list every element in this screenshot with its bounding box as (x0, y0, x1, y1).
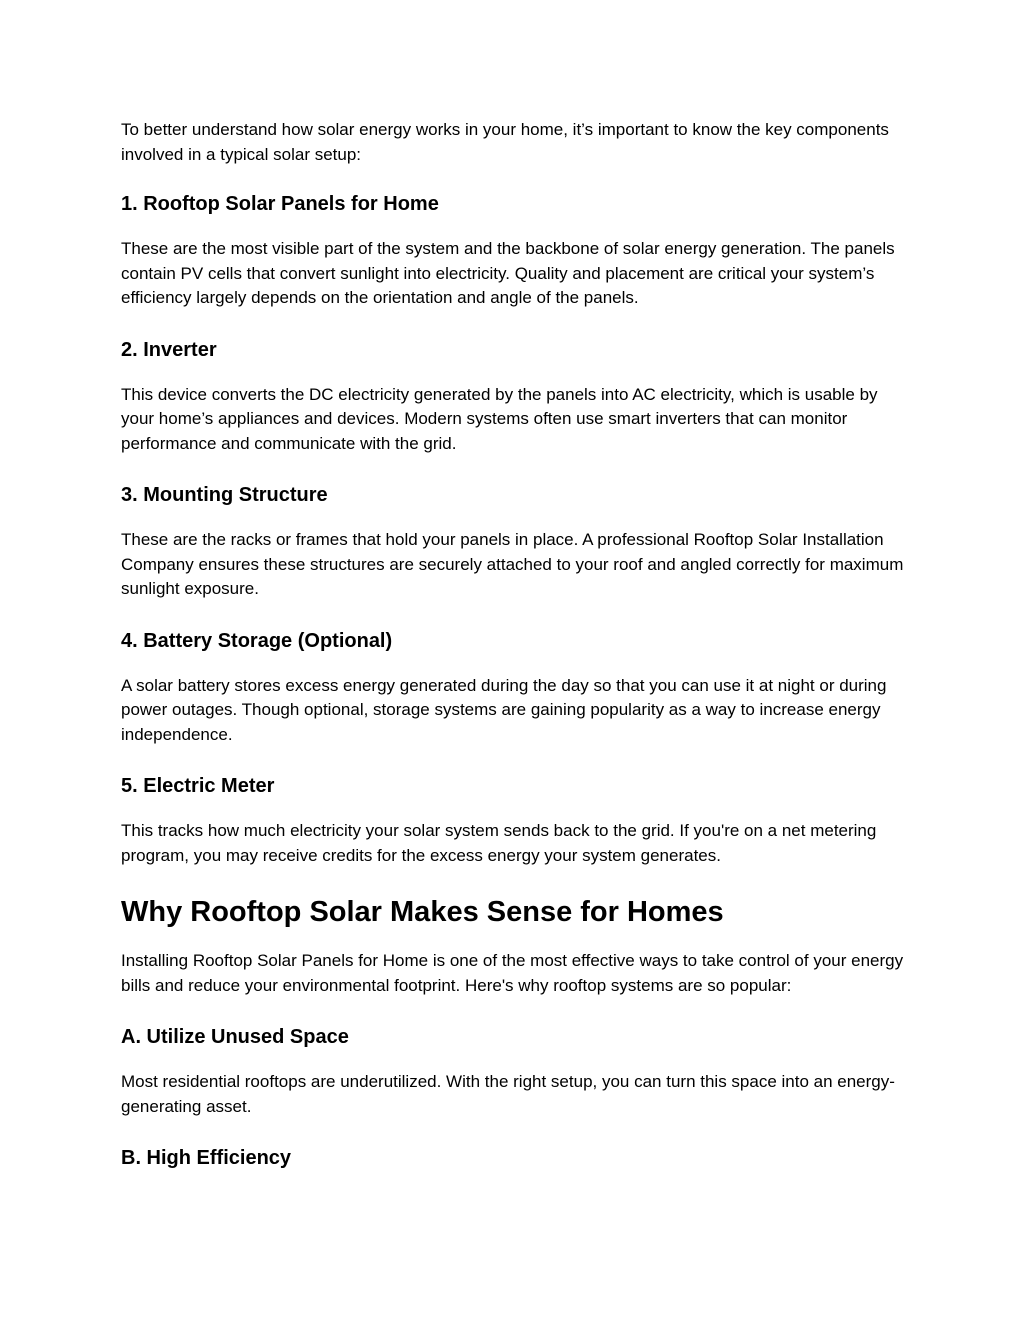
reason-heading-efficiency: B. High Efficiency (121, 1147, 292, 1169)
component-heading-mounting: 3. Mounting Structure (121, 484, 328, 506)
intro-paragraph: To better understand how solar energy works in your home, it’s important to know the key components involved in a typical solar setup: (121, 120, 889, 164)
document-page (121, 118, 911, 1171)
component-body-panels: These are the most visible part of the system and the backbone of solar energy generation. The panels contain PV cells that convert sunlight into electricity. Quality and placement are critical your system’s efficiency largely depends on the orientation and angle of the panels. (121, 239, 895, 307)
component-body-battery: A solar battery stores excess energy generated during the day so that you can use it at night or during power outages. Though optional, storage systems are gaining popularity as a way to increase energy independence. (121, 675, 887, 744)
component-heading-panels: 1. Rooftop Solar Panels for Home (121, 193, 439, 215)
reason-heading-space: A. Utilize Unused Space (121, 1026, 349, 1048)
component-heading-battery: 4. Battery Storage (Optional) (121, 629, 393, 652)
component-heading-inverter: 2. Inverter (121, 338, 217, 361)
section-intro-paragraph: Installing Rooftop Solar Panels for Home is one of the most effective ways to take control of your energy bills and reduce your environmental footprint. Here's why rooftop systems are so popular: (121, 951, 904, 995)
component-body-inverter: This device converts the DC electricity generated by the panels into AC electricity, which is usable by your home’s appliances and devices. Modern systems often use smart inverters that can monitor performance and communicate with the grid. (121, 384, 878, 453)
reason-body-space: Most residential rooftops are underutilized. With the right setup, you can turn this space into an energy-generating asset. (121, 1072, 895, 1116)
component-body-meter: This tracks how much electricity your solar system sends back to the grid. If you're on a net metering program, you may receive credits for the excess energy your system generates. (121, 821, 877, 865)
section-title: Why Rooftop Solar Makes Sense for Homes (121, 896, 724, 928)
component-body-mounting: These are the racks or frames that hold your panels in place. A professional Rooftop Solar Installation Company ensures these structures are securely attached to your roof and angled correctly for maximum sunlight exposure. (121, 530, 904, 598)
component-heading-meter: 5. Electric Meter (121, 775, 275, 797)
